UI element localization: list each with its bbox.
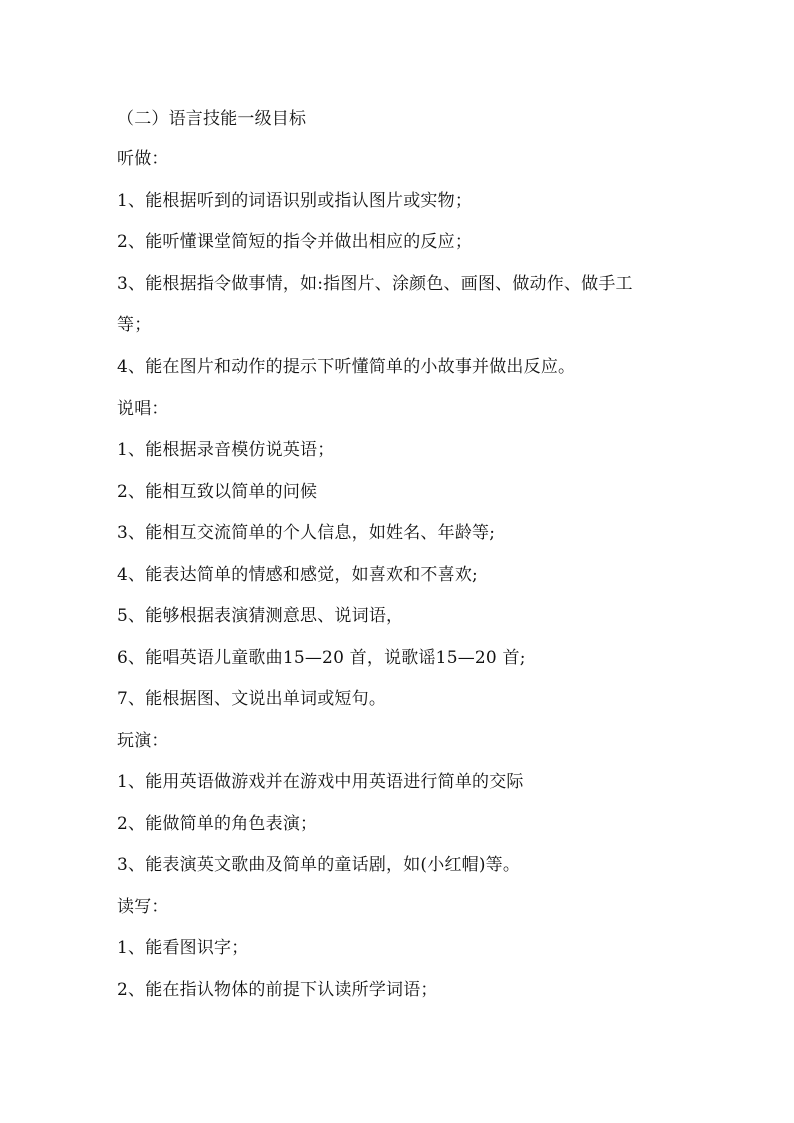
speak-sing-item: 6、能唱英语儿童歌曲15—20 首，说歌谣15—20 首;	[117, 648, 526, 668]
section-title: （二）语言技能一级目标	[117, 109, 307, 129]
read-write-item: 2、能在指认物体的前提下认读所学词语；	[117, 980, 438, 1000]
listen-do-item: 1、能根据听到的词语识别或指认图片或实物；	[117, 191, 473, 211]
heading-listen-do: 听做：	[117, 149, 169, 169]
speak-sing-item: 3、能相互交流简单的个人信息，如姓名、年龄等;	[117, 523, 496, 543]
listen-do-item-continuation: 等；	[117, 315, 152, 335]
read-write-item: 1、能看图识字；	[117, 938, 249, 958]
heading-read-write: 读写：	[117, 897, 169, 917]
listen-do-item: 3、能根据指令做事情，如:指图片、涂颜色、画图、做动作、做手工	[117, 274, 633, 294]
listen-do-item: 4、能在图片和动作的提示下听懂简单的小故事并做出反应。	[117, 357, 576, 377]
speak-sing-item: 4、能表达简单的情感和感觉，如喜欢和不喜欢;	[117, 565, 478, 585]
heading-play-act: 玩演：	[117, 731, 169, 751]
play-act-item: 1、能用英语做游戏并在游戏中用英语进行简单的交际	[117, 772, 524, 792]
play-act-item: 2、能做简单的角色表演；	[117, 814, 318, 834]
heading-speak-sing: 说唱：	[117, 399, 169, 419]
speak-sing-item: 7、能根据图、文说出单词或短句。	[117, 689, 387, 709]
speak-sing-item: 2、能相互致以简单的问候	[117, 482, 318, 502]
listen-do-item: 2、能听懂课堂简短的指令并做出相应的反应；	[117, 232, 473, 252]
speak-sing-item: 1、能根据录音模仿说英语；	[117, 440, 335, 460]
speak-sing-item: 5、能够根据表演猜测意思、说词语，	[117, 606, 404, 626]
play-act-item: 3、能表演英文歌曲及简单的童话剧，如(小红帽)等。	[117, 855, 521, 875]
